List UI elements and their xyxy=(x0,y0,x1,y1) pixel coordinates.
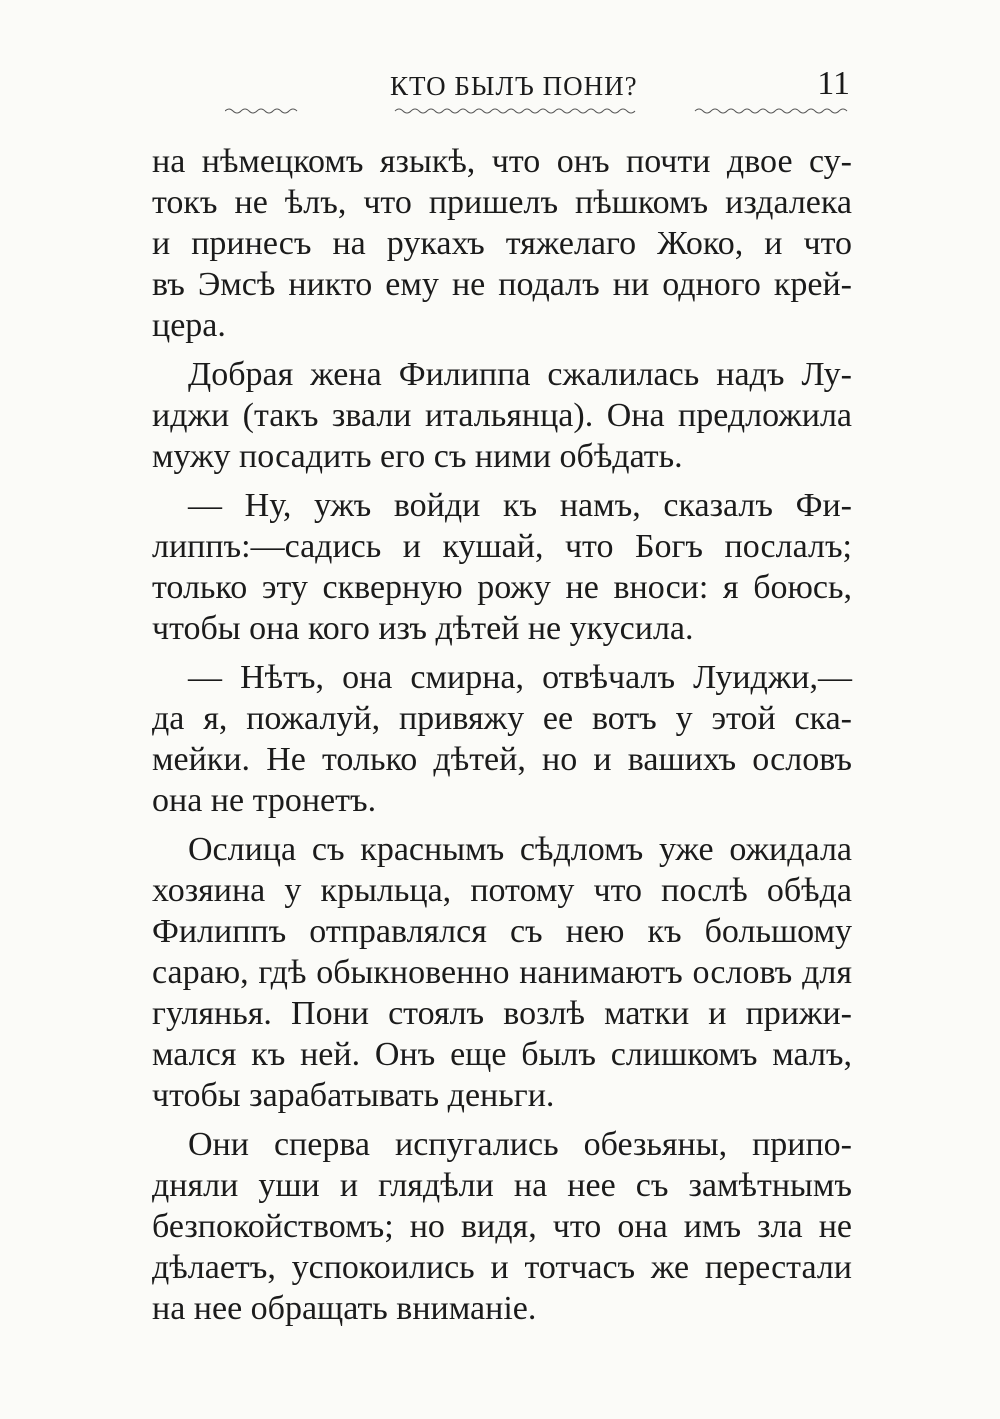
page-number: 11 xyxy=(817,65,850,102)
text-line: дняли уши и глядѣли на нее съ замѣтнымъ xyxy=(152,1167,852,1204)
text-line: цера. xyxy=(152,307,226,344)
text-line: на нѣмецкомъ языкѣ, что онъ почти двое су- xyxy=(152,143,852,180)
text-line: да я, пожалуй, привяжу ее вотъ у этой ска- xyxy=(152,700,852,737)
text-line: и принесъ на рукахъ тяжелаго Жоко, и что xyxy=(152,225,852,262)
text-line: Они сперва испугались обезьяны, припо- xyxy=(188,1126,852,1163)
text-line: мужу посадить его съ ними обѣдать. xyxy=(152,438,683,475)
text-line: Ослица съ краснымъ сѣдломъ уже ожидала xyxy=(188,831,852,868)
text-line: чтобы зарабатывать деньги. xyxy=(152,1077,555,1114)
text-line: дѣлаетъ, успокоились и тотчасъ же перестали xyxy=(152,1249,852,1286)
text-line: липпъ:—садись и кушай, что Богъ послалъ; xyxy=(152,528,852,565)
text-line: Добрая жена Филиппа сжалилась надъ Лу- xyxy=(188,356,852,393)
text-line: гулянья. Пони стоялъ возлѣ матки и прижи- xyxy=(152,995,852,1032)
text-line: на нее обращать вниманіе. xyxy=(152,1290,537,1327)
text-line: мейки. Не только дѣтей, но и вашихъ ословъ xyxy=(152,741,852,778)
running-title: КТО БЫЛЪ ПОНИ? xyxy=(390,71,638,101)
text-line: безпокойствомъ; но видя, что она имъ зла не xyxy=(152,1208,852,1245)
text-line: — Нѣтъ, она смирна, отвѣчалъ Луиджи,— xyxy=(188,659,852,696)
body-text xyxy=(152,141,852,1329)
text-line: иджи (такъ звали итальянца). Она предложила xyxy=(152,397,852,434)
page-header xyxy=(150,66,850,106)
text-line: токъ не ѣлъ, что пришелъ пѣшкомъ издалека xyxy=(152,184,852,221)
text-line: — Ну, ужъ войди къ намъ, сказалъ Фи- xyxy=(188,487,852,524)
text-line: чтобы она кого изъ дѣтей не укусила. xyxy=(152,610,694,647)
text-line: она не тронетъ. xyxy=(152,782,377,819)
text-line: Филиппъ отправлялся съ нею къ большому xyxy=(152,913,852,950)
text-line: хозяина у крыльца, потому что послѣ обѣда xyxy=(152,872,852,909)
text-line: въ Эмсѣ никто ему не подалъ ни одного крей- xyxy=(152,266,852,303)
text-line: только эту скверную рожу не вноси: я боюсь, xyxy=(152,569,852,606)
header-ornamental-rule xyxy=(225,106,850,116)
text-line: сараю, гдѣ обыкновенно нанимаютъ ословъ для xyxy=(152,954,852,991)
text-line: мался къ ней. Онъ еще былъ слишкомъ малъ, xyxy=(152,1036,852,1073)
